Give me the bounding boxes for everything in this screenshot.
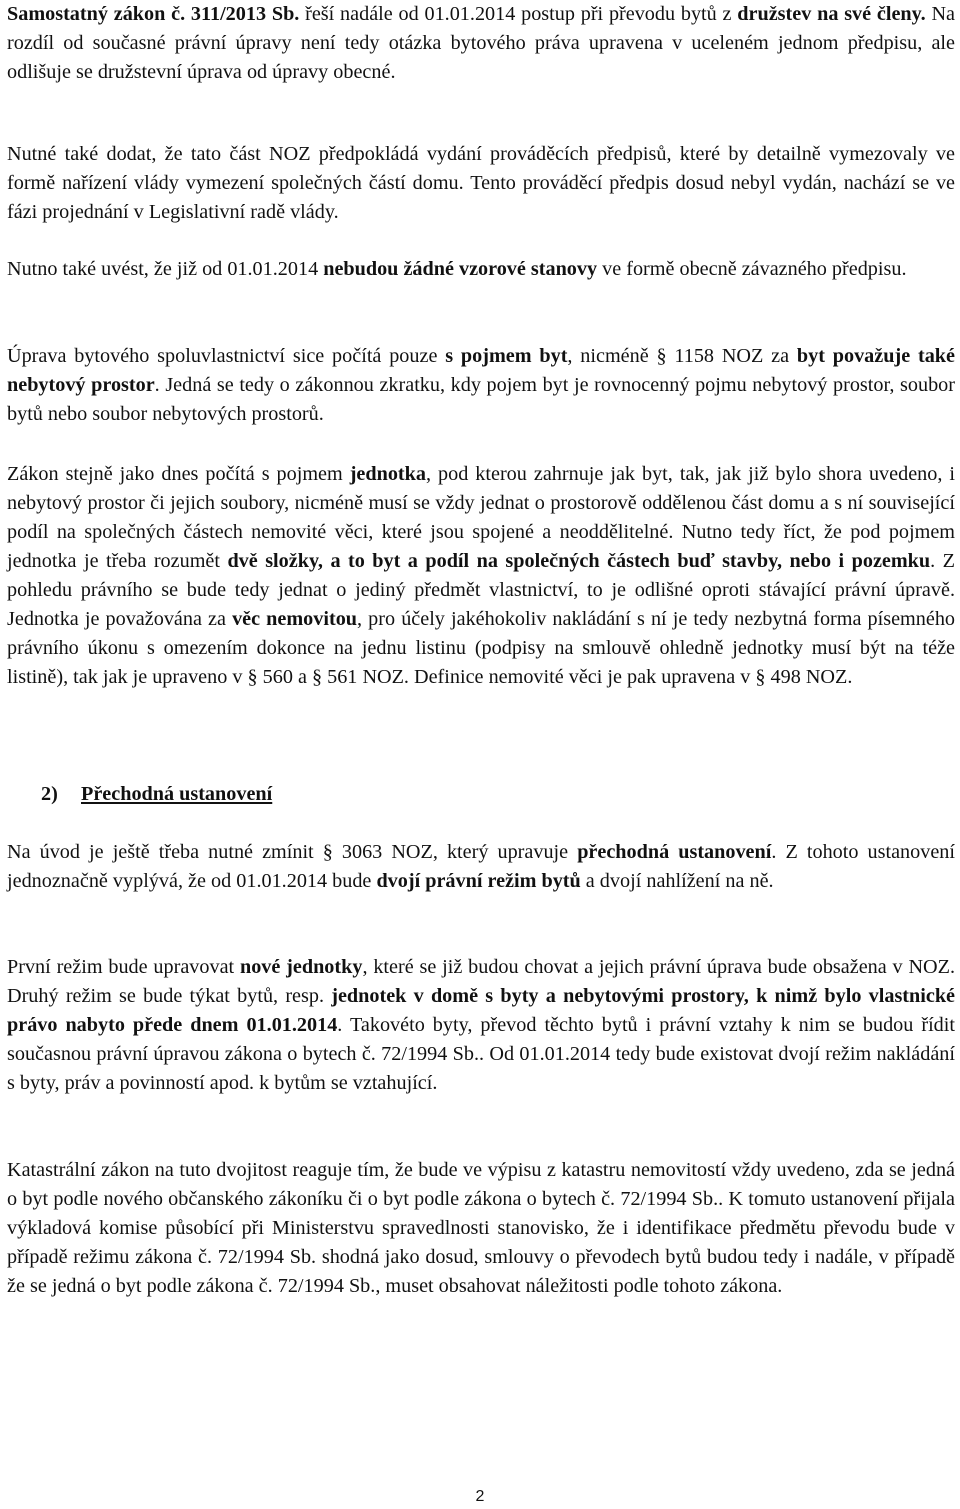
text-run: Úprava bytového spoluvlastnictví sice počítá pouze	[7, 345, 446, 367]
text-run: . Z pohledu právního se bude tedy jednat o jediný předmět vlastnictví, to je odlišné oproti stávající právní úpravě. Jednotka je považována za	[7, 550, 955, 630]
text-run: První režim bude upravovat	[7, 956, 240, 978]
paragraph-unit-definition	[7, 460, 955, 692]
section-heading-title: Přechodná ustanovení	[81, 783, 273, 805]
text-run: Na úvod je ještě třeba nutné zmínit § 3063 NOZ, který upravuje	[7, 841, 578, 863]
text-run: . Jedná se tedy o zákonnou zkratku, kdy pojem byt je rovnocenný pojmu nebytový prostor, soubor bytů nebo soubor nebytových prostorů.	[7, 374, 955, 425]
section-heading	[7, 780, 280, 809]
page-number: 2	[475, 1488, 485, 1505]
bold-text: dvě složky, a to byt a podíl na společných částech buď stavby, nebo i pozemku	[227, 550, 931, 572]
bold-text: dvojí právní režim bytů	[376, 870, 581, 892]
bold-text: jednotek v domě s byty a nebytovými prostory, k nimž bylo vlastnické právo nabyto přede dnem 01.01.2014	[7, 985, 956, 1036]
text-run: . Takovéto byty, převod těchto bytů i právní vztahy k nim se budou řídit současnou právní úpravou zákona o bytech č. 72/1994 Sb.. Od 01.01.2014 tedy bude existovat dvojí režim nakládání s byty, práv a povinností apod. k bytům se vztahující.	[7, 1014, 955, 1094]
paragraph-transitional-provisions	[7, 838, 955, 896]
text-run: Nutné také dodat, že tato část NOZ předpokládá vydání prováděcích předpisů, které by detailně vymezovaly ve formě nařízení vlády vymezení společných částí domu. Tento prováděcí předpis dosud nebyl vydán, nachází se ve fázi projednání v Legislativní radě vlády.	[7, 143, 955, 223]
text-run: ve formě obecně závazného předpisu.	[597, 258, 907, 280]
bold-text: Samostatný zákon č. 311/2013 Sb.	[7, 3, 300, 25]
text-run: Zákon stejně jako dnes počítá s pojmem	[7, 463, 350, 485]
paragraph-cadastral-law	[7, 1156, 955, 1301]
text-run: řeší nadále od 01.01.2014 postup při převodu bytů z	[299, 3, 738, 25]
bold-text: byt považuje také nebytový prostor	[7, 345, 955, 396]
paragraph-model-statutes	[7, 255, 955, 284]
bold-text: nové jednotky	[239, 956, 363, 978]
section-heading-number: 2)	[41, 783, 58, 805]
bold-text: věc nemovitou	[232, 608, 358, 630]
paragraph-two-regimes	[7, 953, 955, 1098]
text-run: , nicméně § 1158 NOZ za	[567, 345, 797, 367]
bold-text: jednotka	[349, 463, 426, 485]
text-run: , pro účely jakéhokoliv nakládání s ní je tedy nezbytná forma písemného právního úkonu s omezením dokonce na jednu listinu (podpisy na smlouvě ohledně jednotky musí být na téže listině), tak jak je upraveno v § 560 a § 561 NOZ. Definice nemovité věci je pak upravena v § 498 NOZ.	[7, 608, 956, 688]
text-run: Na rozdíl od současné právní úpravy není tedy otázka bytového práva upravena v uceleném jednom předpisu, ale odlišuje se družstevní úprava od úpravy obecné.	[7, 3, 955, 83]
text-run: . Z tohoto ustanovení jednoznačně vyplývá, že od 01.01.2014 bude	[7, 841, 955, 892]
text-run: Nutno také uvést, že již od 01.01.2014	[7, 258, 324, 280]
bold-text: s pojmem byt	[445, 345, 568, 367]
bold-text: družstev na své členy.	[737, 3, 926, 25]
paragraph-separate-law	[7, 0, 955, 87]
paragraph-implementing-regulations	[7, 140, 955, 227]
text-run: Katastrální zákon na tuto dvojitost reaguje tím, že bude ve výpisu z katastru nemovitostí vždy uvedeno, zda se jedná o byt podle nového občanského zákoníku či o byt podle zákona o bytech č. 72/1994 Sb.. K tomuto ustanovení přijala výkladová komise působící při Ministerstvu spravedlnosti stanovisko, že i identifikace předmětu převodu bude v případě režimu zákona č. 72/1994 Sb. shodná jako dosud, smlouvy o převodech bytů budou tedy i nadále, v případě že se jedná o byt podle zákona č. 72/1994 Sb., muset obsahovat náležitosti podle tohoto zákona.	[7, 1159, 955, 1297]
bold-text: nebudou žádné vzorové stanovy	[323, 258, 598, 280]
text-run: , pod kterou zahrnuje jak byt, tak, jak již bylo shora uvedeno, i nebytový prostor či jejich soubory, nicméně musí se vždy jednat o prostorově oddělenou část domu a s ní související podíl na společných částech nemovité věci, které jsou spojené a neoddělitelné. Nutno tedy říct, že pod pojmem jednotka je třeba rozumět	[7, 463, 955, 572]
text-run: a dvojí nahlížení na ně.	[580, 870, 774, 892]
text-run: , které se již budou chovat a jejich právní úprava bude obsažena v NOZ. Druhý režim se bude týkat bytů, resp.	[7, 956, 955, 1007]
bold-text: přechodná ustanovení	[577, 841, 772, 863]
paragraph-apartment-co-ownership	[7, 342, 955, 429]
